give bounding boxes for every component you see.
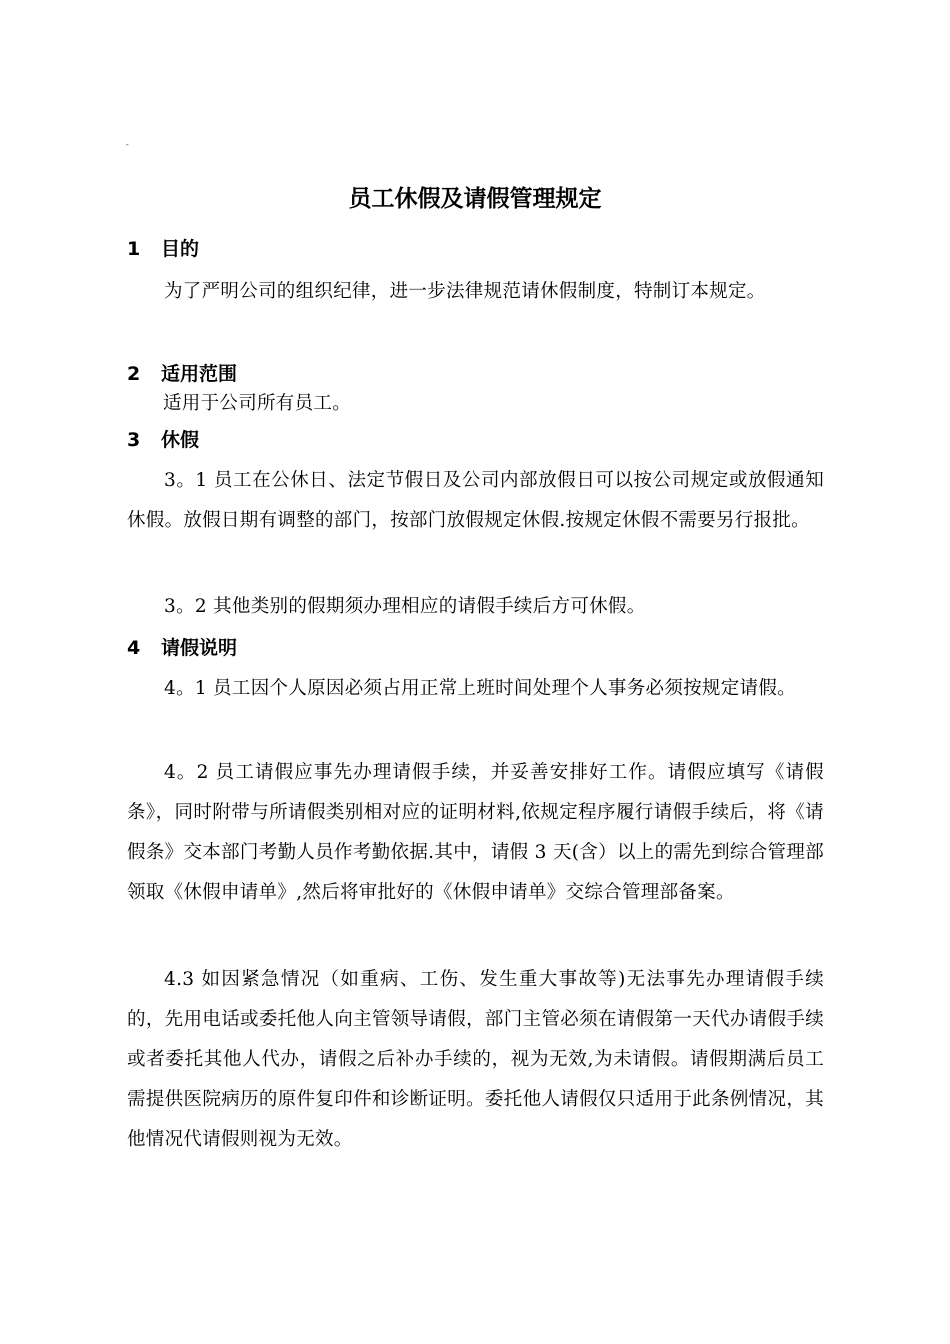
section-title: 休假 [161,429,200,451]
section-title: 目的 [161,238,200,260]
section-number: 4 [127,637,141,659]
paragraph-4-2: 4。2 员工请假应事先办理请假手续，并妥善安排好工作。请假应填写《请假条》，同时附带与所请假类别相对应的证明材料,依规定程序履行请假手续后，将《请假条》交本部门考勤人员作考勤依据.其中，请假 3 天(含）以上的需先到综合管理部领取《休假申请单》,然后将审批好的《休假申请单》交综合管理部备案。 [127,762,824,903]
section-heading-3 [127,425,199,455]
section-number: 3 [127,429,141,451]
section-number: 2 [127,363,141,385]
section-heading-1 [127,234,199,264]
paragraph-3-2: 3。2 其他类别的假期须办理相应的请假手续后方可休假。 [164,596,646,617]
paragraph-scope: 适用于公司所有员工。 [163,393,352,414]
paragraph-4-3: 4.3 如因紧急情况（如重病、工伤、发生重大事故等)无法事先办理请假手续的，先用电话或委托他人向主管领导请假，部门主管必须在请假第一天代办请假手续或者委托其他人代办，请假之后补办手续的，视为无效,为未请假。请假期满后员工需提供医院病历的原件复印件和诊断证明。委托他人请假仅只适用于此条例情况，其他情况代请假则视为无效。 [127,969,824,1150]
section-title: 请假说明 [161,637,238,659]
section-number: 1 [127,238,141,260]
paragraph-purpose: 为了严明公司的组织纪律，进一步法律规范请休假制度，特制订本规定。 [164,281,766,302]
section-title: 适用范围 [161,363,238,385]
section-heading-4 [127,633,237,663]
paragraph-3-1: 3。1 员工在公休日、法定节假日及公司内部放假日可以按公司规定或放假通知休假。放假日期有调整的部门，按部门放假规定休假.按规定休假不需要另行报批。 [127,470,824,531]
paragraph-4-1: 4。1 员工因个人原因必须占用正常上班时间处理个人事务必须按规定请假。 [164,678,796,699]
page-mark: - [126,140,129,149]
document-title: 员工休假及请假管理规定 [348,186,602,212]
